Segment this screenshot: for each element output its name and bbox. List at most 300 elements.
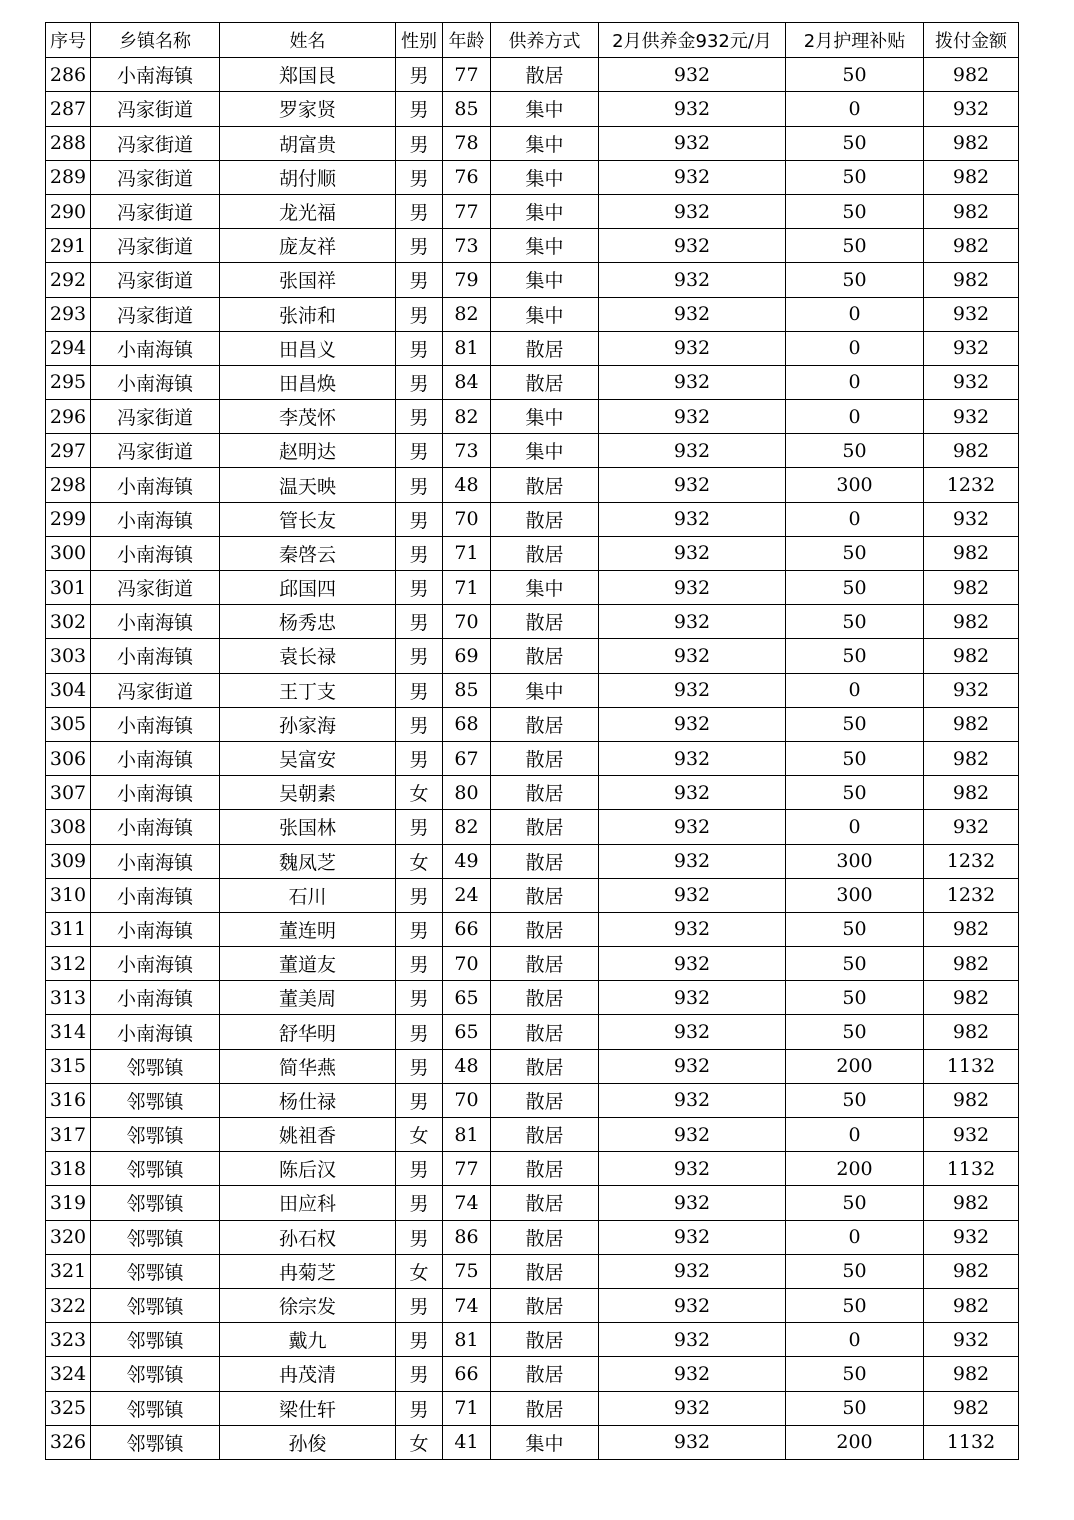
name-cell: 冉菊芝 [220,1254,396,1288]
name-cell: 戴九 [220,1323,396,1357]
name-cell: 石川 [220,878,396,912]
care-subsidy-cell: 50 [786,1288,924,1322]
support-type-cell: 集中 [491,1425,599,1459]
name-cell: 田昌焕 [220,365,396,399]
care-subsidy-cell: 50 [786,58,924,92]
support-fund-cell: 932 [599,1288,786,1322]
support-type-cell: 散居 [491,365,599,399]
support-type-cell: 集中 [491,263,599,297]
gender-cell: 男 [396,434,443,468]
support-fund-cell: 932 [599,229,786,263]
gender-cell: 男 [396,673,443,707]
name-cell: 管长友 [220,502,396,536]
payment-amount-cell: 982 [924,263,1019,297]
payment-amount-cell: 982 [924,571,1019,605]
support-fund-cell: 932 [599,947,786,981]
table-row [46,331,1019,365]
payment-amount-cell: 932 [924,365,1019,399]
gender-cell: 男 [396,1049,443,1083]
township-cell: 小南海镇 [91,331,220,365]
support-type-cell: 集中 [491,194,599,228]
table-row [46,605,1019,639]
payment-amount-cell: 1232 [924,844,1019,878]
support-fund-cell: 932 [599,1083,786,1117]
gender-cell: 男 [396,878,443,912]
gender-cell: 男 [396,947,443,981]
support-fund-cell: 932 [599,126,786,160]
gender-cell: 男 [396,297,443,331]
support-type-cell: 集中 [491,673,599,707]
township-cell: 小南海镇 [91,947,220,981]
support-fund-cell: 932 [599,400,786,434]
township-cell: 邻鄂镇 [91,1152,220,1186]
support-fund-cell: 932 [599,58,786,92]
care-subsidy-cell: 0 [786,502,924,536]
support-type-cell: 集中 [491,571,599,605]
gender-cell: 男 [396,605,443,639]
name-cell: 郑国艮 [220,58,396,92]
township-cell: 小南海镇 [91,365,220,399]
name-cell: 庞友祥 [220,229,396,263]
support-type-cell: 散居 [491,947,599,981]
support-type-cell: 散居 [491,741,599,775]
gender-cell: 男 [396,92,443,126]
support-type-cell: 散居 [491,1220,599,1254]
age-cell: 70 [443,502,491,536]
gender-cell: 男 [396,58,443,92]
care-subsidy-cell: 200 [786,1049,924,1083]
care-subsidy-cell: 300 [786,878,924,912]
serial-cell: 298 [46,468,91,502]
support-fund-cell: 932 [599,1015,786,1049]
care-subsidy-cell: 50 [786,160,924,194]
support-type-cell: 散居 [491,58,599,92]
table-row [46,434,1019,468]
payment-amount-cell: 982 [924,1357,1019,1391]
table-row [46,1220,1019,1254]
township-cell: 小南海镇 [91,707,220,741]
name-cell: 简华燕 [220,1049,396,1083]
payment-amount-cell: 982 [924,229,1019,263]
support-type-cell: 散居 [491,1015,599,1049]
support-type-cell: 集中 [491,92,599,126]
care-subsidy-cell: 50 [786,126,924,160]
serial-cell: 292 [46,263,91,297]
serial-cell: 321 [46,1254,91,1288]
table-row [46,981,1019,1015]
name-cell: 徐宗发 [220,1288,396,1322]
support-fund-cell: 932 [599,1118,786,1152]
age-cell: 73 [443,229,491,263]
township-cell: 邻鄂镇 [91,1288,220,1322]
payment-amount-cell: 982 [924,1015,1019,1049]
support-fund-cell: 932 [599,536,786,570]
township-cell: 冯家街道 [91,160,220,194]
age-cell: 78 [443,126,491,160]
support-fund-cell: 932 [599,365,786,399]
township-cell: 小南海镇 [91,605,220,639]
gender-cell: 女 [396,776,443,810]
support-type-cell: 散居 [491,776,599,810]
table-row [46,126,1019,160]
care-subsidy-cell: 50 [786,229,924,263]
support-type-cell: 集中 [491,400,599,434]
age-cell: 66 [443,912,491,946]
gender-cell: 男 [396,365,443,399]
support-type-cell: 散居 [491,810,599,844]
support-type-cell: 散居 [491,1288,599,1322]
table-body [46,58,1019,1460]
table-row [46,92,1019,126]
payment-amount-cell: 982 [924,605,1019,639]
age-cell: 67 [443,741,491,775]
support-fund-cell: 932 [599,1323,786,1357]
care-subsidy-cell: 50 [786,194,924,228]
name-cell: 舒华明 [220,1015,396,1049]
name-cell: 吴朝素 [220,776,396,810]
care-subsidy-cell: 50 [786,741,924,775]
table-row [46,468,1019,502]
support-type-cell: 散居 [491,1152,599,1186]
support-fund-cell: 932 [599,160,786,194]
serial-cell: 306 [46,741,91,775]
table-row [46,707,1019,741]
township-cell: 小南海镇 [91,810,220,844]
payment-amount-cell: 1232 [924,468,1019,502]
support-fund-cell: 932 [599,810,786,844]
gender-cell: 男 [396,1015,443,1049]
age-cell: 82 [443,297,491,331]
support-type-cell: 集中 [491,297,599,331]
name-cell: 吴富安 [220,741,396,775]
age-cell: 76 [443,160,491,194]
township-cell: 邻鄂镇 [91,1357,220,1391]
township-cell: 小南海镇 [91,981,220,1015]
care-subsidy-cell: 0 [786,331,924,365]
table-header [46,23,1019,58]
payment-amount-cell: 982 [924,1391,1019,1425]
payment-amount-cell: 982 [924,434,1019,468]
township-cell: 冯家街道 [91,263,220,297]
support-type-cell: 散居 [491,468,599,502]
age-cell: 65 [443,1015,491,1049]
township-cell: 邻鄂镇 [91,1220,220,1254]
age-cell: 75 [443,1254,491,1288]
age-cell: 69 [443,639,491,673]
payment-amount-cell: 982 [924,536,1019,570]
table-row [46,639,1019,673]
gender-cell: 男 [396,194,443,228]
care-subsidy-cell: 0 [786,673,924,707]
age-cell: 24 [443,878,491,912]
support-fund-cell: 932 [599,639,786,673]
support-type-cell: 散居 [491,1049,599,1083]
age-cell: 81 [443,1323,491,1357]
table-row [46,58,1019,92]
gender-cell: 男 [396,502,443,536]
support-fund-cell: 932 [599,1220,786,1254]
township-cell: 邻鄂镇 [91,1083,220,1117]
table-row [46,1015,1019,1049]
gender-cell: 女 [396,844,443,878]
serial-cell: 295 [46,365,91,399]
township-cell: 邻鄂镇 [91,1049,220,1083]
name-cell: 孙家海 [220,707,396,741]
table-row [46,947,1019,981]
gender-cell: 男 [396,1391,443,1425]
name-cell: 邱国四 [220,571,396,605]
age-cell: 85 [443,673,491,707]
care-subsidy-cell: 50 [786,536,924,570]
name-cell: 张国祥 [220,263,396,297]
name-cell: 魏凤芝 [220,844,396,878]
serial-cell: 320 [46,1220,91,1254]
township-cell: 冯家街道 [91,571,220,605]
table-row [46,365,1019,399]
support-type-cell: 散居 [491,536,599,570]
gender-cell: 男 [396,707,443,741]
serial-cell: 323 [46,1323,91,1357]
name-cell: 袁长禄 [220,639,396,673]
support-fund-cell: 932 [599,434,786,468]
care-subsidy-cell: 0 [786,297,924,331]
header-age: 年龄 [443,23,491,58]
age-cell: 71 [443,536,491,570]
gender-cell: 男 [396,1152,443,1186]
gender-cell: 男 [396,468,443,502]
serial-cell: 312 [46,947,91,981]
payment-amount-cell: 982 [924,707,1019,741]
age-cell: 74 [443,1288,491,1322]
gender-cell: 男 [396,1288,443,1322]
table-row [46,776,1019,810]
age-cell: 73 [443,434,491,468]
support-fund-cell: 932 [599,878,786,912]
support-fund-cell: 932 [599,1357,786,1391]
table-row [46,263,1019,297]
table-row [46,160,1019,194]
care-subsidy-cell: 50 [786,947,924,981]
age-cell: 68 [443,707,491,741]
support-fund-cell: 932 [599,468,786,502]
age-cell: 79 [443,263,491,297]
payment-amount-cell: 982 [924,126,1019,160]
age-cell: 84 [443,365,491,399]
header-row [46,23,1019,58]
support-type-cell: 散居 [491,1118,599,1152]
care-subsidy-cell: 0 [786,1118,924,1152]
care-subsidy-cell: 50 [786,981,924,1015]
gender-cell: 男 [396,1357,443,1391]
age-cell: 82 [443,400,491,434]
gender-cell: 男 [396,331,443,365]
care-subsidy-cell: 0 [786,810,924,844]
serial-cell: 319 [46,1186,91,1220]
support-type-cell: 散居 [491,1254,599,1288]
township-cell: 邻鄂镇 [91,1186,220,1220]
care-subsidy-cell: 50 [786,1357,924,1391]
age-cell: 71 [443,1391,491,1425]
serial-cell: 324 [46,1357,91,1391]
support-fund-cell: 932 [599,1186,786,1220]
gender-cell: 男 [396,263,443,297]
table-row [46,1425,1019,1459]
age-cell: 81 [443,331,491,365]
township-cell: 小南海镇 [91,536,220,570]
table-row [46,1357,1019,1391]
care-subsidy-cell: 50 [786,1083,924,1117]
serial-cell: 294 [46,331,91,365]
support-fund-cell: 932 [599,776,786,810]
serial-cell: 288 [46,126,91,160]
name-cell: 孙石权 [220,1220,396,1254]
payment-amount-cell: 932 [924,502,1019,536]
care-subsidy-cell: 50 [786,1186,924,1220]
age-cell: 77 [443,194,491,228]
support-fund-cell: 932 [599,297,786,331]
support-type-cell: 散居 [491,1323,599,1357]
name-cell: 温天映 [220,468,396,502]
support-fund-cell: 932 [599,571,786,605]
care-subsidy-cell: 200 [786,1152,924,1186]
township-cell: 冯家街道 [91,92,220,126]
header-gender: 性别 [396,23,443,58]
support-type-cell: 散居 [491,878,599,912]
name-cell: 董美周 [220,981,396,1015]
support-type-cell: 集中 [491,434,599,468]
gender-cell: 男 [396,1220,443,1254]
table-row [46,297,1019,331]
care-subsidy-cell: 50 [786,776,924,810]
table-row [46,1254,1019,1288]
name-cell: 胡富贵 [220,126,396,160]
serial-cell: 322 [46,1288,91,1322]
support-type-cell: 散居 [491,1083,599,1117]
support-type-cell: 集中 [491,126,599,160]
payment-amount-cell: 932 [924,331,1019,365]
care-subsidy-cell: 50 [786,571,924,605]
gender-cell: 男 [396,1083,443,1117]
support-fund-cell: 932 [599,707,786,741]
support-fund-cell: 932 [599,844,786,878]
payment-amount-cell: 932 [924,1220,1019,1254]
care-subsidy-cell: 50 [786,912,924,946]
age-cell: 85 [443,92,491,126]
serial-cell: 315 [46,1049,91,1083]
header-township: 乡镇名称 [91,23,220,58]
name-cell: 杨秀忠 [220,605,396,639]
table-row [46,229,1019,263]
serial-cell: 316 [46,1083,91,1117]
support-type-cell: 散居 [491,707,599,741]
support-type-cell: 散居 [491,981,599,1015]
age-cell: 81 [443,1118,491,1152]
care-subsidy-cell: 50 [786,707,924,741]
payment-amount-cell: 982 [924,639,1019,673]
age-cell: 74 [443,1186,491,1220]
township-cell: 小南海镇 [91,776,220,810]
serial-cell: 291 [46,229,91,263]
name-cell: 姚祖香 [220,1118,396,1152]
care-subsidy-cell: 0 [786,92,924,126]
township-cell: 冯家街道 [91,297,220,331]
serial-cell: 289 [46,160,91,194]
support-fund-cell: 932 [599,673,786,707]
name-cell: 梁仕轩 [220,1391,396,1425]
care-subsidy-cell: 0 [786,365,924,399]
serial-cell: 313 [46,981,91,1015]
payment-amount-cell: 982 [924,160,1019,194]
serial-cell: 290 [46,194,91,228]
header-care-subsidy: 2月护理补贴 [786,23,924,58]
gender-cell: 男 [396,536,443,570]
township-cell: 小南海镇 [91,502,220,536]
name-cell: 胡付顺 [220,160,396,194]
serial-cell: 317 [46,1118,91,1152]
support-type-cell: 集中 [491,160,599,194]
serial-cell: 307 [46,776,91,810]
serial-cell: 301 [46,571,91,605]
name-cell: 董连明 [220,912,396,946]
township-cell: 冯家街道 [91,400,220,434]
payment-amount-cell: 982 [924,741,1019,775]
payment-amount-cell: 982 [924,58,1019,92]
age-cell: 77 [443,58,491,92]
payment-amount-cell: 982 [924,1186,1019,1220]
support-type-cell: 散居 [491,331,599,365]
care-subsidy-cell: 300 [786,844,924,878]
payment-amount-cell: 982 [924,776,1019,810]
support-type-cell: 散居 [491,605,599,639]
support-type-cell: 散居 [491,502,599,536]
township-cell: 冯家街道 [91,194,220,228]
support-fund-cell: 932 [599,1425,786,1459]
gender-cell: 男 [396,981,443,1015]
serial-cell: 304 [46,673,91,707]
name-cell: 龙光福 [220,194,396,228]
gender-cell: 男 [396,1323,443,1357]
care-subsidy-cell: 50 [786,263,924,297]
township-cell: 小南海镇 [91,912,220,946]
table-row [46,844,1019,878]
township-cell: 邻鄂镇 [91,1323,220,1357]
payment-amount-cell: 932 [924,1323,1019,1357]
township-cell: 小南海镇 [91,741,220,775]
header-name: 姓名 [220,23,396,58]
care-subsidy-cell: 50 [786,1015,924,1049]
payment-amount-cell: 982 [924,981,1019,1015]
care-subsidy-cell: 200 [786,1425,924,1459]
payment-amount-cell: 932 [924,400,1019,434]
gender-cell: 男 [396,400,443,434]
serial-cell: 287 [46,92,91,126]
name-cell: 赵明达 [220,434,396,468]
gender-cell: 男 [396,160,443,194]
care-subsidy-cell: 50 [786,639,924,673]
table-row [46,810,1019,844]
township-cell: 邻鄂镇 [91,1254,220,1288]
table-row [46,912,1019,946]
township-cell: 冯家街道 [91,229,220,263]
name-cell: 张沛和 [220,297,396,331]
name-cell: 罗家贤 [220,92,396,126]
payment-amount-cell: 1232 [924,878,1019,912]
township-cell: 邻鄂镇 [91,1391,220,1425]
name-cell: 田应科 [220,1186,396,1220]
support-type-cell: 散居 [491,1357,599,1391]
gender-cell: 男 [396,810,443,844]
table-row [46,1118,1019,1152]
